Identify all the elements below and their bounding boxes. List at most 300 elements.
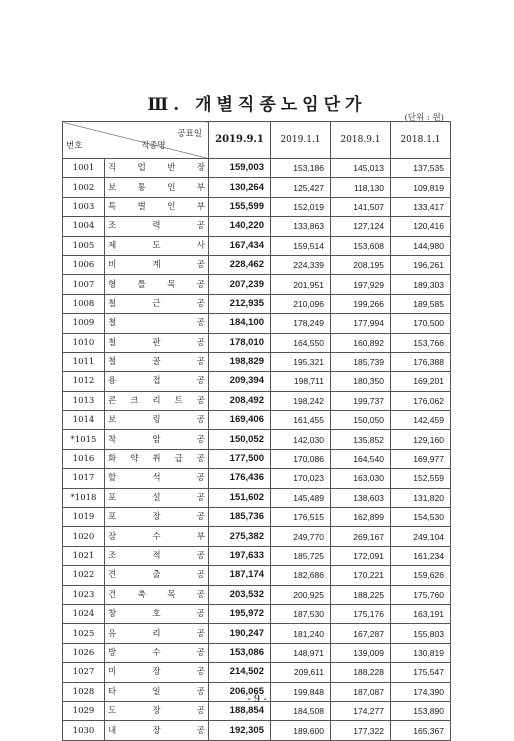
job-code: 1022 [63, 566, 105, 585]
job-name-char: 공 [196, 395, 205, 406]
job-name-char: 형 [108, 279, 117, 290]
job-name-char: 비 [108, 260, 117, 271]
wage-value-3: 177,994 [331, 314, 391, 333]
job-name-char: 업 [137, 163, 146, 174]
job-name-char: 출 [152, 570, 161, 581]
wage-value-4: 161,234 [391, 546, 451, 565]
job-code: *1018 [63, 488, 105, 507]
job-name-cell [105, 527, 209, 546]
job-name-char: 호 [152, 609, 161, 620]
wage-value-2: 200,925 [271, 585, 331, 604]
job-name [108, 450, 205, 468]
job-name-char: 착 [108, 434, 117, 445]
job-code: 1013 [63, 391, 105, 410]
job-name-cell [105, 624, 209, 643]
wage-value-2: 182,686 [271, 566, 331, 585]
job-code: 1007 [63, 275, 105, 294]
wage-value-4: 144,980 [391, 236, 451, 255]
wage-value-1: 212,935 [209, 294, 271, 313]
header-date-1: 2019.9.1 [209, 122, 271, 159]
wage-value-2: 224,339 [271, 255, 331, 274]
job-name-char: 약 [130, 454, 139, 465]
wage-value-1: 130,264 [209, 178, 271, 197]
job-code: 1014 [63, 411, 105, 430]
wage-value-2: 161,455 [271, 411, 331, 430]
job-name-char: 공 [196, 279, 205, 290]
job-name-char: 공 [196, 551, 205, 561]
job-name-char: 공 [196, 512, 205, 523]
table-row [63, 372, 451, 391]
job-name-char: 리 [152, 628, 161, 639]
wage-value-1: 214,502 [209, 663, 271, 682]
job-name [108, 217, 205, 235]
job-code: 1012 [63, 372, 105, 391]
job-name-char: 견 [108, 570, 117, 581]
job-name-cell [105, 469, 209, 488]
wage-value-3: 269,167 [331, 527, 391, 546]
job-name [108, 295, 205, 313]
wage-value-1: 228,462 [209, 255, 271, 274]
header-date-4: 2018.1.1 [391, 122, 451, 159]
wage-value-4: 163,191 [391, 604, 451, 623]
wage-value-1: 206,065 [209, 682, 271, 701]
job-name-cell [105, 508, 209, 527]
job-name-char: 보 [108, 182, 117, 193]
wage-value-1: 195,972 [209, 604, 271, 623]
wage-value-2: 142,030 [271, 430, 331, 449]
wage-table [62, 121, 451, 741]
wage-value-3: 145,013 [331, 159, 391, 178]
job-name-char: 계 [152, 260, 161, 271]
wage-value-3: 160,892 [331, 333, 391, 352]
job-code: 1016 [63, 449, 105, 468]
job-name-char: 인 [167, 182, 176, 193]
job-name-char: 근 [152, 298, 161, 309]
table-row [63, 333, 451, 352]
job-name-char: 부 [196, 182, 205, 193]
wage-value-2: 176,515 [271, 508, 331, 527]
wage-value-2: 159,514 [271, 236, 331, 255]
table-row [63, 197, 451, 216]
job-name-char: 장 [152, 706, 161, 717]
wage-value-2: 209,611 [271, 663, 331, 682]
wage-value-2: 152,019 [271, 197, 331, 216]
wage-value-1: 190,247 [209, 624, 271, 643]
table-row [63, 159, 451, 178]
job-name-char: 제 [108, 240, 117, 251]
job-name-char: 공 [196, 434, 205, 445]
job-name-char: 잠 [108, 531, 117, 542]
table-header-row [63, 122, 451, 159]
job-code: 1030 [63, 721, 105, 740]
wage-value-4: 154,530 [391, 508, 451, 527]
job-name [108, 605, 205, 623]
job-name-char: 철 [108, 337, 117, 348]
job-name-char: 부 [196, 201, 205, 212]
wage-value-2: 195,321 [271, 352, 331, 371]
job-name-char: 방 [108, 647, 117, 658]
wage-value-4: 120,416 [391, 217, 451, 236]
table-row [63, 643, 451, 662]
job-code: 1025 [63, 624, 105, 643]
table-row [63, 508, 451, 527]
job-code: 1011 [63, 352, 105, 371]
table-row [63, 546, 451, 565]
wage-value-1: 140,220 [209, 217, 271, 236]
job-name-char: 내 [108, 725, 117, 736]
page-number: - 9 - [247, 694, 267, 705]
wage-value-1: 159,003 [209, 159, 271, 178]
job-name-char: 적 [152, 551, 161, 561]
job-name [108, 314, 205, 332]
wage-value-4: 129,160 [391, 430, 451, 449]
wage-value-3: 199,266 [331, 294, 391, 313]
job-code: 1021 [63, 546, 105, 565]
table-row [63, 663, 451, 682]
wage-value-2: 198,242 [271, 391, 331, 410]
job-name-char: 직 [108, 163, 117, 174]
wage-value-1: 167,434 [209, 236, 271, 255]
job-name-char: 링 [152, 415, 161, 426]
wage-value-4: 175,547 [391, 663, 451, 682]
job-code: 1001 [63, 159, 105, 178]
job-name [108, 644, 205, 662]
job-name-cell [105, 546, 209, 565]
job-name [108, 353, 205, 371]
table-row [63, 624, 451, 643]
job-name-char: 철 [108, 298, 117, 309]
job-name-char: 공 [196, 337, 205, 348]
job-name-cell [105, 391, 209, 410]
job-name-char: 사 [196, 240, 205, 251]
wage-value-1: 153,086 [209, 643, 271, 662]
job-name-char: 급 [174, 454, 183, 465]
page-title: Ⅲ. 개별직종노임단가 [147, 95, 367, 115]
job-name-char: 인 [167, 201, 176, 212]
wage-value-3: 141,507 [331, 197, 391, 216]
wage-value-3: 174,277 [331, 701, 391, 720]
job-code: 1029 [63, 701, 105, 720]
wage-value-4: 142,459 [391, 411, 451, 430]
job-name-cell [105, 294, 209, 313]
job-name-char: 공 [196, 725, 205, 736]
wage-value-4: 131,820 [391, 488, 451, 507]
wage-value-4: 133,417 [391, 197, 451, 216]
job-code: 1019 [63, 508, 105, 527]
wage-value-2: 187,530 [271, 604, 331, 623]
table-row [63, 275, 451, 294]
wage-value-4: 174,390 [391, 682, 451, 701]
table-row [63, 469, 451, 488]
job-code: 1020 [63, 527, 105, 546]
wage-value-2: 170,023 [271, 469, 331, 488]
wage-value-1: 197,633 [209, 546, 271, 565]
table-row [63, 488, 451, 507]
wage-value-3: 187,087 [331, 682, 391, 701]
job-name [108, 237, 205, 255]
wage-value-1: 198,829 [209, 352, 271, 371]
job-name-char: 공 [196, 260, 205, 271]
job-name [108, 392, 205, 410]
job-name-cell [105, 411, 209, 430]
wage-value-3: 175,176 [331, 604, 391, 623]
job-name-char: 공 [196, 318, 205, 329]
job-code: 1009 [63, 314, 105, 333]
wage-value-3: 185,739 [331, 352, 391, 371]
wage-value-3: 118,130 [331, 178, 391, 197]
job-code: 1010 [63, 333, 105, 352]
job-name-char: 수 [152, 531, 161, 542]
job-name-char: 유 [108, 628, 117, 639]
wage-value-4: 137,535 [391, 159, 451, 178]
wage-value-4: 170,500 [391, 314, 451, 333]
job-name [108, 586, 205, 604]
wage-value-3: 164,540 [331, 449, 391, 468]
wage-value-2: 153,186 [271, 159, 331, 178]
table-row [63, 449, 451, 468]
job-code: 1028 [63, 682, 105, 701]
table-row [63, 236, 451, 255]
job-name-char: 목 [167, 589, 176, 600]
job-name-cell [105, 721, 209, 740]
wage-value-1: 185,736 [209, 508, 271, 527]
job-name-char: 공 [196, 298, 205, 309]
job-name [108, 528, 205, 546]
job-name-char: 공 [196, 492, 205, 503]
job-name [108, 489, 205, 507]
job-name-char: 장 [152, 725, 161, 736]
job-name-char: 공 [196, 647, 205, 658]
job-code: 1023 [63, 585, 105, 604]
wage-value-1: 188,854 [209, 701, 271, 720]
job-name [108, 566, 205, 584]
job-name-char: 공 [196, 357, 205, 368]
job-name-cell [105, 236, 209, 255]
header-announce-date: 공표일 [177, 129, 202, 139]
wage-value-3: 150,050 [331, 411, 391, 430]
header-job-name: 직종명 [141, 141, 166, 151]
job-name-cell [105, 275, 209, 294]
header-corner [63, 122, 209, 159]
job-name [108, 547, 205, 565]
wage-value-3: 127,124 [331, 217, 391, 236]
job-code: 1017 [63, 469, 105, 488]
wage-value-3: 172,091 [331, 546, 391, 565]
table-row [63, 352, 451, 371]
job-name-cell [105, 488, 209, 507]
table-row [63, 178, 451, 197]
job-name-cell [105, 566, 209, 585]
wage-value-3: 138,603 [331, 488, 391, 507]
wage-value-2: 184,508 [271, 701, 331, 720]
job-name-cell [105, 585, 209, 604]
job-name-char: 석 [152, 473, 161, 484]
job-name-char: 조 [108, 221, 117, 232]
job-name-cell [105, 352, 209, 371]
job-name [108, 663, 205, 681]
job-name-char: 공 [196, 376, 205, 387]
wage-value-1: 184,100 [209, 314, 271, 333]
job-code: 1006 [63, 255, 105, 274]
job-name-char: 창 [108, 609, 117, 620]
job-name-char: 암 [152, 434, 161, 445]
table-row [63, 585, 451, 604]
wage-value-1: 203,532 [209, 585, 271, 604]
job-name-char: 공 [196, 454, 205, 465]
job-name-char: 공 [196, 570, 205, 581]
wage-value-3: 208,195 [331, 255, 391, 274]
job-name-char: 일 [152, 686, 161, 697]
job-name-char: 공 [196, 415, 205, 426]
wage-value-3: 188,225 [331, 585, 391, 604]
job-code: *1015 [63, 430, 105, 449]
job-name-char: 도 [152, 240, 161, 251]
job-name-cell [105, 197, 209, 216]
wage-value-2: 148,971 [271, 643, 331, 662]
wage-value-2: 201,951 [271, 275, 331, 294]
job-name-cell [105, 159, 209, 178]
job-name-char: 공 [196, 589, 205, 600]
wage-value-3: 139,009 [331, 643, 391, 662]
wage-value-2: 133,863 [271, 217, 331, 236]
wage-value-2: 199,848 [271, 682, 331, 701]
wage-value-2: 249,770 [271, 527, 331, 546]
job-name [108, 431, 205, 449]
job-name-char: 조 [108, 551, 117, 561]
table-row [63, 430, 451, 449]
job-name-char: 장 [152, 667, 161, 678]
wage-value-3: 197,929 [331, 275, 391, 294]
job-code: 1008 [63, 294, 105, 313]
job-name [108, 469, 205, 487]
job-code: 1004 [63, 217, 105, 236]
wage-value-3: 167,287 [331, 624, 391, 643]
wage-value-2: 178,249 [271, 314, 331, 333]
job-name-char: 철 [108, 318, 117, 329]
wage-value-1: 178,010 [209, 333, 271, 352]
wage-value-1: 207,239 [209, 275, 271, 294]
job-name-char: 건 [108, 589, 117, 600]
job-name-char: 공 [196, 609, 205, 620]
wage-value-2: 198,711 [271, 372, 331, 391]
job-name-char: 통 [137, 182, 146, 193]
job-name-char: 리 [152, 395, 161, 406]
job-name-char: 포 [108, 512, 117, 523]
job-name-char: 공 [196, 628, 205, 639]
job-name-cell [105, 255, 209, 274]
job-name-char: 크 [130, 395, 139, 406]
table-row [63, 314, 451, 333]
wage-value-3: 180,350 [331, 372, 391, 391]
wage-value-4: 176,388 [391, 352, 451, 371]
job-name-char: 공 [196, 686, 205, 697]
wage-value-1: 275,382 [209, 527, 271, 546]
wage-value-4: 175,760 [391, 585, 451, 604]
wage-value-2: 185,725 [271, 546, 331, 565]
job-code: 1005 [63, 236, 105, 255]
wage-value-4: 155,803 [391, 624, 451, 643]
wage-value-3: 163,030 [331, 469, 391, 488]
job-code: 1002 [63, 178, 105, 197]
wage-value-4: 130,819 [391, 643, 451, 662]
job-name [108, 276, 205, 294]
job-name-cell [105, 178, 209, 197]
job-name [108, 722, 205, 740]
job-name [108, 256, 205, 274]
wage-value-3: 135,852 [331, 430, 391, 449]
job-name [108, 179, 205, 197]
job-name-char: 미 [108, 667, 117, 678]
wage-value-1: 209,394 [209, 372, 271, 391]
job-name-char: 취 [152, 454, 161, 465]
wage-value-1: 151,602 [209, 488, 271, 507]
job-name-cell [105, 643, 209, 662]
wage-value-1: 187,174 [209, 566, 271, 585]
wage-value-2: 145,489 [271, 488, 331, 507]
wage-value-3: 162,899 [331, 508, 391, 527]
job-name [108, 334, 205, 352]
wage-value-4: 189,585 [391, 294, 451, 313]
wage-value-1: 155,599 [209, 197, 271, 216]
job-name-char: 철 [108, 357, 117, 368]
table-row [63, 217, 451, 236]
job-name-char: 용 [108, 376, 117, 387]
job-code: 1027 [63, 663, 105, 682]
header-date-2: 2019.1.1 [271, 122, 331, 159]
job-name-char: 수 [152, 647, 161, 658]
table-row [63, 255, 451, 274]
job-code: 1026 [63, 643, 105, 662]
job-name [108, 372, 205, 390]
wage-value-3: 170,221 [331, 566, 391, 585]
wage-value-2: 164,550 [271, 333, 331, 352]
job-name [108, 508, 205, 526]
job-name-char: 콘 [108, 395, 117, 406]
wage-value-4: 109,819 [391, 178, 451, 197]
wage-value-4: 165,367 [391, 721, 451, 740]
wage-value-4: 153,766 [391, 333, 451, 352]
wage-value-4: 176,062 [391, 391, 451, 410]
wage-value-4: 196,261 [391, 255, 451, 274]
header-number: 번호 [66, 141, 83, 151]
job-code: 1024 [63, 604, 105, 623]
wage-value-2: 181,240 [271, 624, 331, 643]
wage-value-1: 208,492 [209, 391, 271, 410]
wage-value-2: 210,096 [271, 294, 331, 313]
job-name-char: 설 [152, 492, 161, 503]
job-name-char: 보 [108, 415, 117, 426]
job-name-char: 목 [167, 279, 176, 290]
wage-value-3: 188,228 [331, 663, 391, 682]
wage-value-1: 169,406 [209, 411, 271, 430]
job-name-cell [105, 430, 209, 449]
table-row [63, 294, 451, 313]
wage-value-2: 189,600 [271, 721, 331, 740]
job-name-char: 할 [108, 473, 117, 484]
job-name-char: 반 [167, 163, 176, 174]
wage-value-3: 199,737 [331, 391, 391, 410]
job-name-cell [105, 604, 209, 623]
job-name-char: 특 [108, 201, 117, 212]
job-name [108, 159, 205, 177]
job-name [108, 411, 205, 429]
wage-value-3: 177,322 [331, 721, 391, 740]
wage-value-4: 152,559 [391, 469, 451, 488]
wage-value-1: 177,500 [209, 449, 271, 468]
wage-value-4: 189,303 [391, 275, 451, 294]
job-name-char: 틀 [137, 279, 146, 290]
wage-value-1: 192,305 [209, 721, 271, 740]
